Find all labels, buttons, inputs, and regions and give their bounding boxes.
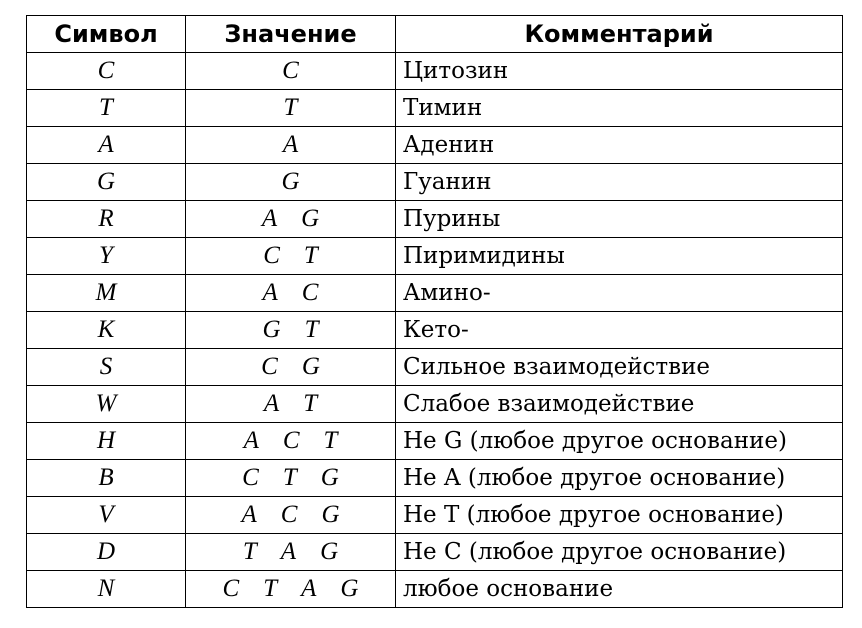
- value-cell: [186, 238, 396, 275]
- comment-cell: Тимин: [396, 90, 843, 127]
- table-row: [27, 497, 843, 534]
- value-cell: [186, 571, 396, 608]
- nucleotide-letter: A: [301, 575, 317, 602]
- nucleotide-letter: C: [222, 575, 240, 602]
- nucleotide-letter: G: [301, 205, 320, 232]
- symbol-cell: W: [27, 386, 186, 423]
- comment-cell: Гуанин: [396, 164, 843, 201]
- comment-cell: Не G (любое другое основание): [396, 423, 843, 460]
- comment-cell: Пурины: [396, 201, 843, 238]
- nucleotide-letter: G: [320, 538, 339, 565]
- nucleotide-letter: T: [303, 242, 318, 269]
- table-row: [27, 201, 843, 238]
- table-row: [27, 312, 843, 349]
- nucleotide-letter: A: [243, 427, 259, 454]
- symbol-cell: R: [27, 201, 186, 238]
- table-row: [27, 53, 843, 90]
- nucleotide-letter: T: [304, 316, 319, 343]
- symbol-cell: Y: [27, 238, 186, 275]
- header-value: Значение: [186, 16, 396, 53]
- table-row: [27, 349, 843, 386]
- nucleotide-letter: C: [261, 353, 278, 380]
- table-row: [27, 571, 843, 608]
- nucleotide-letter: C: [282, 427, 300, 454]
- nucleotide-letter: A: [280, 538, 297, 565]
- value-cell: [186, 275, 396, 312]
- table-row: [27, 386, 843, 423]
- header-symbol: Символ: [27, 16, 186, 53]
- comment-cell: Цитозин: [396, 53, 843, 90]
- table-row: [27, 534, 843, 571]
- nucleotide-codes-table: [26, 15, 843, 608]
- symbol-cell: N: [27, 571, 186, 608]
- symbol-cell: V: [27, 497, 186, 534]
- comment-cell: Кето-: [396, 312, 843, 349]
- value-cell: [186, 349, 396, 386]
- value-cell: [186, 460, 396, 497]
- symbol-cell: T: [27, 90, 186, 127]
- nucleotide-letter: G: [262, 316, 281, 343]
- table-row: [27, 164, 843, 201]
- table-row: [27, 460, 843, 497]
- nucleotide-letter: C: [282, 57, 299, 84]
- value-cell: [186, 312, 396, 349]
- symbol-cell: A: [27, 127, 186, 164]
- table-row: [27, 275, 843, 312]
- table-row: [27, 238, 843, 275]
- nucleotide-letter: T: [283, 94, 298, 121]
- table-row: [27, 90, 843, 127]
- header-row: [27, 16, 843, 53]
- value-cell: [186, 497, 396, 534]
- nucleotide-letter: G: [340, 575, 359, 602]
- symbol-cell: K: [27, 312, 186, 349]
- nucleotide-letter: G: [321, 501, 340, 528]
- value-cell: [186, 164, 396, 201]
- nucleotide-letter: C: [242, 464, 259, 491]
- nucleotide-letter: T: [323, 427, 338, 454]
- comment-cell: Не A (любое другое основание): [396, 460, 843, 497]
- comment-cell: Амино-: [396, 275, 843, 312]
- value-cell: [186, 90, 396, 127]
- nucleotide-letter: C: [263, 242, 280, 269]
- value-cell: [186, 127, 396, 164]
- symbol-cell: B: [27, 460, 186, 497]
- nucleotide-letter: T: [282, 464, 297, 491]
- nucleotide-letter: C: [280, 501, 298, 528]
- symbol-cell: D: [27, 534, 186, 571]
- table-row: [27, 423, 843, 460]
- value-cell: [186, 53, 396, 90]
- table-row: [27, 127, 843, 164]
- comment-cell: любое основание: [396, 571, 843, 608]
- comment-cell: Слабое взаимодействие: [396, 386, 843, 423]
- symbol-cell: G: [27, 164, 186, 201]
- nucleotide-letter: C: [301, 279, 319, 306]
- nucleotide-letter: T: [242, 538, 257, 565]
- header-comment: Комментарий: [396, 16, 843, 53]
- symbol-cell: H: [27, 423, 186, 460]
- nucleotide-letter: A: [282, 131, 299, 158]
- comment-cell: Не C (любое другое основание): [396, 534, 843, 571]
- nucleotide-letter: A: [261, 205, 278, 232]
- nucleotide-letter: T: [263, 575, 278, 602]
- nucleotide-letter: A: [241, 501, 257, 528]
- nucleotide-letter: G: [281, 168, 300, 195]
- nucleotide-letter: A: [263, 390, 280, 417]
- comment-cell: Не T (любое другое основание): [396, 497, 843, 534]
- value-cell: [186, 201, 396, 238]
- comment-cell: Сильное взаимодействие: [396, 349, 843, 386]
- comment-cell: Аденин: [396, 127, 843, 164]
- nucleotide-letter: A: [262, 279, 278, 306]
- nucleotide-letter: T: [303, 390, 318, 417]
- symbol-cell: M: [27, 275, 186, 312]
- comment-cell: Пиримидины: [396, 238, 843, 275]
- value-cell: [186, 386, 396, 423]
- symbol-cell: S: [27, 349, 186, 386]
- value-cell: [186, 534, 396, 571]
- symbol-cell: C: [27, 53, 186, 90]
- value-cell: [186, 423, 396, 460]
- nucleotide-letter: G: [301, 353, 320, 380]
- nucleotide-letter: G: [320, 464, 339, 491]
